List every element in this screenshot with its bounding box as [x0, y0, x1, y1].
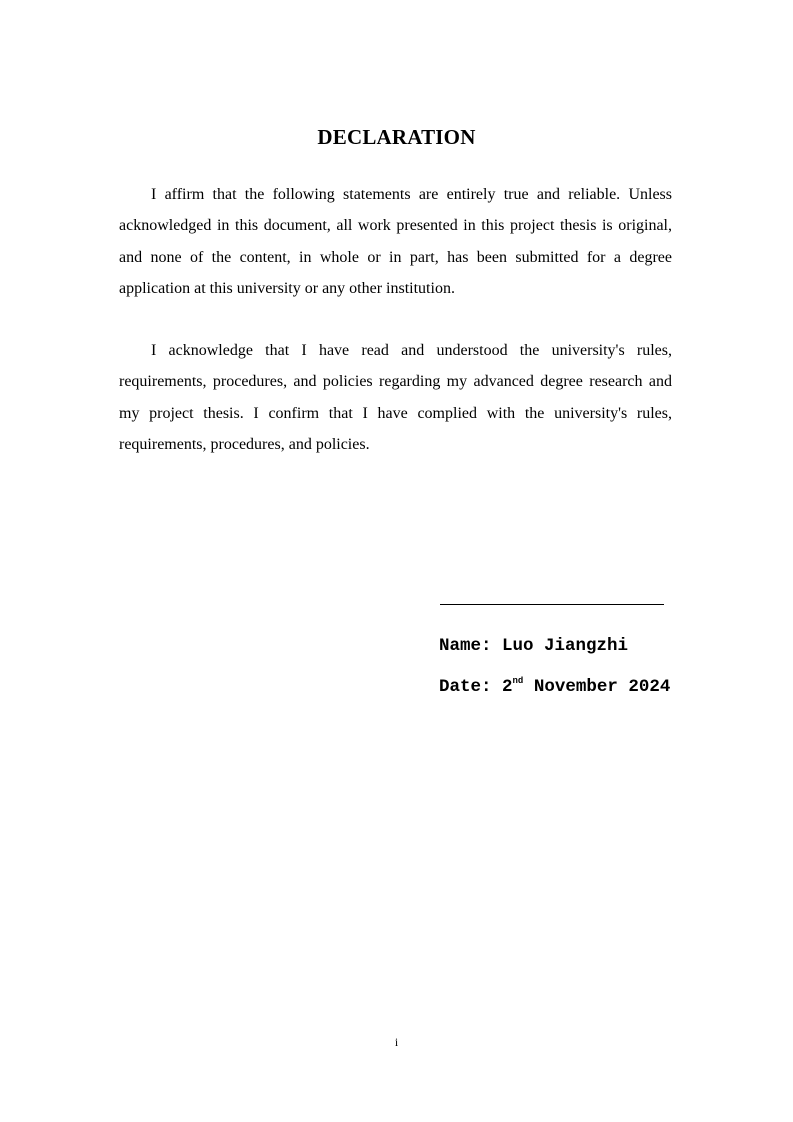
date-prefix: Date: 2 — [439, 677, 513, 697]
page-number: i — [394, 1035, 399, 1049]
declaration-paragraph-1: I affirm that the following statements are entirely true and reliable. Unless acknowledged in this document, all work presented in this project thesis is original, and none of the content, in whole or in part, has been submitted for a degree application at this university or any other institution. — [119, 186, 672, 297]
page-title: DECLARATION — [317, 125, 476, 149]
signature-name: Name: Luo Jiangzhi — [439, 636, 629, 656]
date-ordinal-superscript: nd — [512, 676, 524, 687]
signature-line — [440, 590, 664, 605]
date-suffix: November 2024 — [523, 677, 671, 697]
signature-date — [439, 677, 670, 697]
declaration-paragraph-2: I acknowledge that I have read and understood the university's rules, requirements, procedures, and policies regarding my advanced degree research and my project thesis. I confirm that I have complied with the university's rules, requirements, procedures, and policies. — [119, 342, 672, 453]
